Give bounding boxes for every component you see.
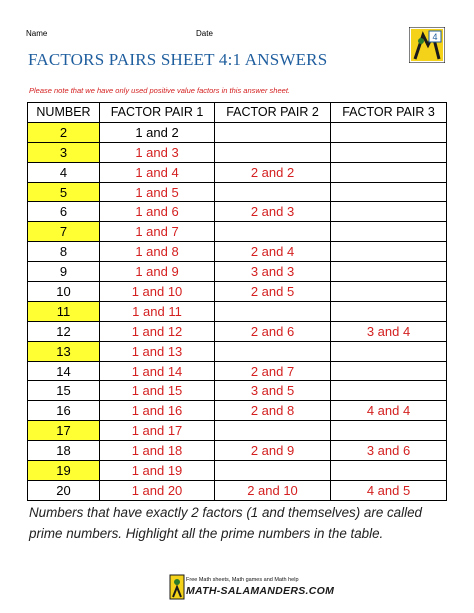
factor-pair-2-cell	[215, 182, 331, 202]
factor-pair-1-cell: 1 and 3	[100, 142, 215, 162]
table-row	[28, 461, 447, 481]
header-factor-pair-1: FACTOR PAIR 1	[100, 103, 215, 123]
factor-pair-3-cell	[331, 162, 447, 182]
table-row	[28, 381, 447, 401]
table-row	[28, 361, 447, 381]
factor-pair-3-cell: 4 and 5	[331, 480, 447, 500]
header-factor-pair-2: FACTOR PAIR 2	[215, 103, 331, 123]
table-row	[28, 441, 447, 461]
table-row	[28, 222, 447, 242]
factor-pair-1-cell: 1 and 14	[100, 361, 215, 381]
name-label: Name	[26, 29, 48, 38]
factor-pair-3-cell: 4 and 4	[331, 401, 447, 421]
header-factor-pair-3: FACTOR PAIR 3	[331, 103, 447, 123]
factor-pair-3-cell	[331, 421, 447, 441]
table-row	[28, 341, 447, 361]
date-label: Date	[196, 29, 213, 38]
factor-pair-1-cell: 1 and 19	[100, 461, 215, 481]
footer-brand-link[interactable]: MATH-SALAMANDERS.COM	[186, 585, 335, 597]
number-cell: 18	[28, 441, 100, 461]
number-cell: 12	[28, 321, 100, 341]
table-row	[28, 480, 447, 500]
factor-pair-3-cell	[331, 222, 447, 242]
factor-pair-1-cell: 1 and 7	[100, 222, 215, 242]
table-row	[28, 282, 447, 302]
number-cell: 10	[28, 282, 100, 302]
factor-pair-2-cell	[215, 122, 331, 142]
factor-pair-1-cell: 1 and 18	[100, 441, 215, 461]
factor-pair-2-cell	[215, 142, 331, 162]
header-number: NUMBER	[28, 103, 100, 123]
factor-pair-3-cell	[331, 301, 447, 321]
factor-pair-3-cell	[331, 381, 447, 401]
number-cell: 15	[28, 381, 100, 401]
table-row	[28, 182, 447, 202]
factor-pair-3-cell: 3 and 6	[331, 441, 447, 461]
factor-pair-2-cell	[215, 301, 331, 321]
factor-pair-2-cell: 2 and 6	[215, 321, 331, 341]
number-cell-prime: 17	[28, 421, 100, 441]
factor-pair-2-cell: 2 and 9	[215, 441, 331, 461]
factor-pair-3-cell	[331, 122, 447, 142]
table-header-row	[28, 103, 447, 123]
factor-pair-1-cell: 1 and 20	[100, 480, 215, 500]
factor-pair-1-cell: 1 and 8	[100, 242, 215, 262]
number-cell-prime: 2	[28, 122, 100, 142]
factor-pair-3-cell	[331, 202, 447, 222]
number-cell: 16	[28, 401, 100, 421]
number-cell: 6	[28, 202, 100, 222]
factor-pair-1-cell: 1 and 5	[100, 182, 215, 202]
table-row	[28, 262, 447, 282]
factor-pair-2-cell	[215, 341, 331, 361]
factor-pair-3-cell	[331, 361, 447, 381]
factor-pair-1-cell: 1 and 9	[100, 262, 215, 282]
factor-pair-2-cell	[215, 461, 331, 481]
factor-pair-3-cell	[331, 461, 447, 481]
table-row	[28, 301, 447, 321]
number-cell-prime: 19	[28, 461, 100, 481]
factor-pair-2-cell: 2 and 5	[215, 282, 331, 302]
factor-pair-3-cell	[331, 341, 447, 361]
table-row	[28, 242, 447, 262]
factor-pair-1-cell: 1 and 11	[100, 301, 215, 321]
number-cell: 8	[28, 242, 100, 262]
footer-instructions: Numbers that have exactly 2 factors (1 and themselves) are called prime numbers. Highlight all the prime numbers in the table.	[29, 505, 422, 541]
factor-pair-1-cell: 1 and 12	[100, 321, 215, 341]
number-cell-prime: 5	[28, 182, 100, 202]
number-cell-prime: 7	[28, 222, 100, 242]
factor-pair-2-cell: 3 and 5	[215, 381, 331, 401]
table-row	[28, 122, 447, 142]
factor-pair-2-cell: 2 and 10	[215, 480, 331, 500]
answer-note: Please note that we have only used positive value factors in this answer sheet.	[29, 86, 290, 95]
number-cell: 4	[28, 162, 100, 182]
factor-pairs-table	[27, 102, 447, 501]
table-row	[28, 162, 447, 182]
number-cell-prime: 13	[28, 341, 100, 361]
logo-badge-number: 4	[432, 32, 438, 42]
factor-pair-3-cell	[331, 142, 447, 162]
factor-pair-1-cell: 1 and 15	[100, 381, 215, 401]
table-row	[28, 321, 447, 341]
table-row	[28, 401, 447, 421]
factor-pair-1-cell: 1 and 4	[100, 162, 215, 182]
page-title: FACTORS PAIRS SHEET 4:1 ANSWERS	[28, 50, 328, 69]
table-row	[28, 421, 447, 441]
factor-pair-3-cell: 3 and 4	[331, 321, 447, 341]
salamander-logo	[409, 27, 445, 63]
factor-pair-2-cell	[215, 222, 331, 242]
factor-pair-3-cell	[331, 262, 447, 282]
number-cell: 9	[28, 262, 100, 282]
factor-pair-2-cell: 2 and 7	[215, 361, 331, 381]
table-row	[28, 202, 447, 222]
factor-pair-1-cell: 1 and 16	[100, 401, 215, 421]
number-cell: 14	[28, 361, 100, 381]
table-row	[28, 142, 447, 162]
factor-pair-2-cell: 2 and 2	[215, 162, 331, 182]
factor-pair-1-cell: 1 and 13	[100, 341, 215, 361]
number-cell-prime: 3	[28, 142, 100, 162]
number-cell-prime: 11	[28, 301, 100, 321]
factor-pair-2-cell: 2 and 8	[215, 401, 331, 421]
factor-pair-2-cell	[215, 421, 331, 441]
factor-pair-3-cell	[331, 182, 447, 202]
factor-pair-2-cell: 3 and 3	[215, 262, 331, 282]
factor-pair-1-cell: 1 and 10	[100, 282, 215, 302]
factor-pair-3-cell	[331, 242, 447, 262]
factor-pair-2-cell: 2 and 3	[215, 202, 331, 222]
footer-tagline: Free Math sheets, Math games and Math help	[186, 577, 299, 583]
factor-pair-1-cell: 1 and 6	[100, 202, 215, 222]
factor-pair-1-cell: 1 and 17	[100, 421, 215, 441]
factor-pair-1-cell: 1 and 2	[100, 122, 215, 142]
factor-pair-2-cell: 2 and 4	[215, 242, 331, 262]
factor-pair-3-cell	[331, 282, 447, 302]
number-cell: 20	[28, 480, 100, 500]
